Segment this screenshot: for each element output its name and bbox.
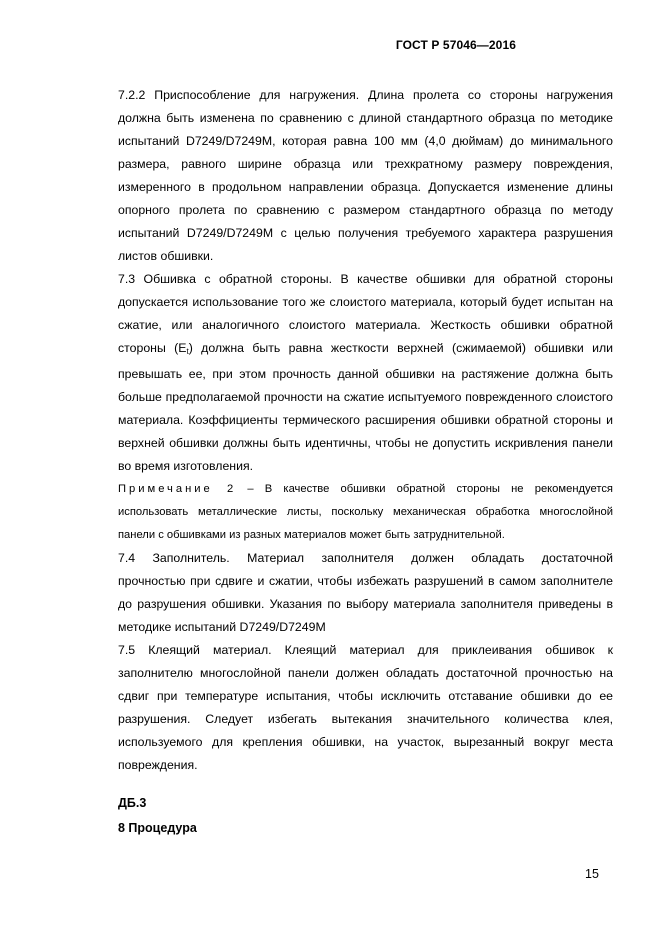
text-line: листов обшивки.	[118, 249, 214, 263]
text-line: материала. Коэффициенты термического расширения обшивки обратной стороны и	[118, 413, 613, 427]
text-line-with-subscript	[118, 337, 613, 363]
text-line: 7.4 Заполнитель. Материал заполнителя должен обладать достаточной	[118, 551, 613, 565]
text-line: верхней обшивки должны быть идентичны, чтобы не допустить искривления панели	[118, 436, 613, 450]
text-line: больше предполагаемой прочности на сжатие испытуемого поврежденного слоистого	[118, 390, 613, 404]
note-2	[118, 478, 613, 547]
page-number: 15	[585, 867, 599, 881]
text-line: во время изготовления.	[118, 459, 254, 473]
document-header: ГОСТ Р 57046—2016	[395, 38, 516, 52]
text-line: разрушения. Следует избегать вытекания значительного количества клея,	[118, 712, 613, 726]
text-line: используемого для крепления обшивки, на участок, вырезанный вокруг места	[118, 735, 613, 749]
text-line: превышать ее, при этом прочность данной обшивки на растяжение должна быть	[118, 367, 613, 381]
text-line: методике испытаний D7249/D7249M	[118, 620, 326, 634]
paragraph-7-2-2	[118, 84, 613, 268]
text-line: 7.3 Обшивка с обратной стороны. В качестве обшивки для обратной стороны	[118, 272, 613, 286]
text-line: измеренного в продольном направлении образца. Допускается изменение длины	[118, 180, 613, 194]
text-fragment: стороны (E	[118, 341, 187, 355]
paragraph-7-4	[118, 547, 613, 639]
text-line: прочностью при сдвиге и сжатии, чтобы избежать разрушений в самом заполнителе	[118, 574, 613, 588]
text-line: 7.5 Клеящий материал. Клеящий материал для приклеивания обшивок к	[118, 643, 613, 657]
text-fragment: – В качестве обшивки обратной стороны не рекомендуется	[236, 483, 613, 495]
text-line: до разрушения обшивки. Указания по выбору материала заполнителя приведены в	[118, 597, 613, 611]
subscript: t	[186, 347, 189, 356]
paragraph-7-5	[118, 639, 613, 777]
text-line: повреждения.	[118, 758, 198, 772]
note-line: панели с обшивками из разных материалов может быть затруднительной.	[118, 529, 505, 541]
text-line: испытаний D7249/D7249M с целью получения требуемого характера разрушения	[118, 226, 613, 240]
note-label: Примечание 2	[118, 483, 237, 495]
text-line: испытаний D7249/D7249M, которая равна 100 мм (4,0 дюймам) до минимального	[118, 134, 613, 148]
note-line: использовать металлические листы, поскольку механическая обработка многослойной	[118, 506, 613, 518]
text-line: допускается использование того же слоистого материала, который будет испытан на	[118, 295, 613, 309]
note-line	[118, 478, 613, 501]
text-line: должна быть изменена по сравнению с длиной стандартного образца по методике	[118, 111, 613, 125]
section-heading-procedure: 8 Процедура	[118, 821, 197, 835]
text-line: размера, равного ширине образца или трехкратному размеру повреждения,	[118, 157, 613, 171]
text-line: 7.2.2 Приспособление для нагружения. Длина пролета со стороны нагружения	[118, 88, 613, 102]
paragraph-7-3	[118, 268, 613, 478]
section-heading-db3: ДБ.3	[118, 796, 147, 810]
text-line: заполнителю многослойной панели должен обладать достаточной прочностью на	[118, 666, 613, 680]
document-body	[118, 84, 613, 777]
text-line: сжатие, или аналогичного слоистого материала. Жесткость обшивки обратной	[118, 318, 613, 332]
text-line: опорного пролета по сравнению с размером стандартного образца по методу	[118, 203, 613, 217]
text-fragment: ) должна быть равна жесткости верхней (сжимаемой) обшивки или	[188, 341, 613, 355]
text-line: сдвиг при температуре испытания, чтобы исключить отставание обшивки до ее	[118, 689, 613, 703]
